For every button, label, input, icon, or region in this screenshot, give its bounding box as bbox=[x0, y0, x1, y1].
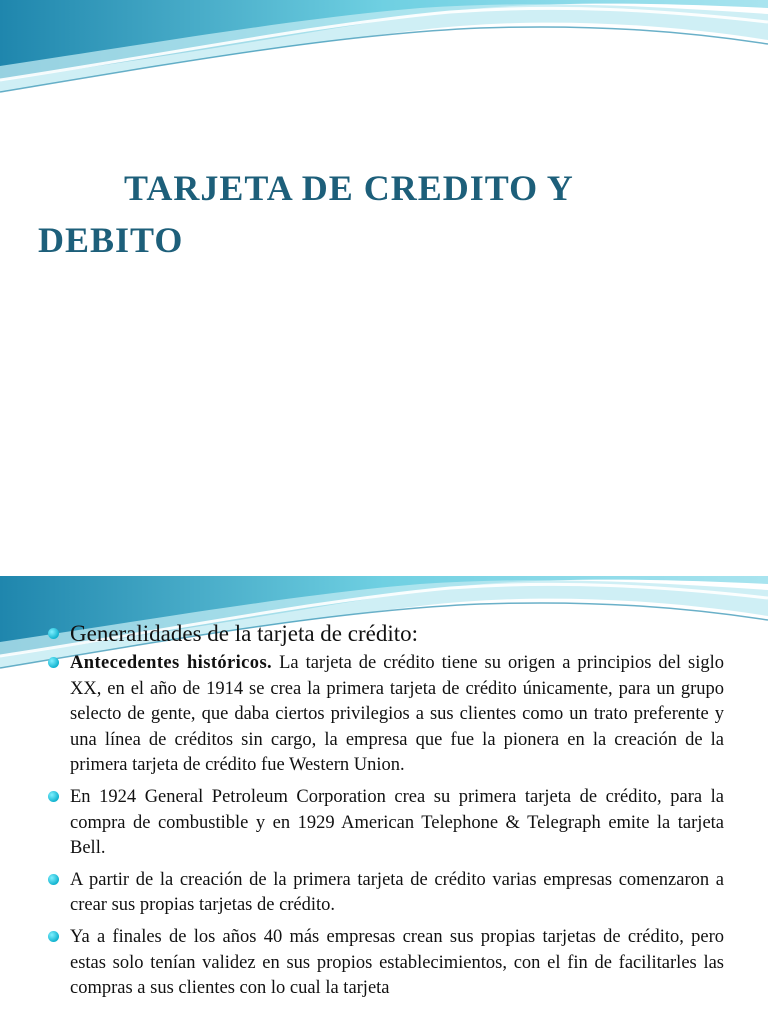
bullet-item bbox=[44, 868, 724, 919]
bullet-list bbox=[44, 620, 724, 1008]
bullet-item bbox=[44, 925, 724, 1002]
bullet-item bbox=[44, 785, 724, 862]
heading-text: Generalidades de la tarjeta de crédito: bbox=[70, 621, 419, 646]
bullet-dot-icon bbox=[48, 657, 59, 668]
bullet-dot-icon bbox=[48, 628, 59, 639]
title-line-2: DEBITO bbox=[38, 220, 184, 260]
bullet-text: En 1924 General Petroleum Corporation crea su primera tarjeta de crédito, para la compra de combustible y en 1929 American Telephone & Telegraph emite la tarjeta Bell. bbox=[70, 786, 724, 859]
bullet-dot-icon bbox=[48, 931, 59, 942]
wave-decoration bbox=[0, 0, 768, 96]
bullet-bold-lead: Antecedentes históricos. bbox=[70, 653, 273, 673]
bullet-dot-icon bbox=[48, 791, 59, 802]
title-line-1: TARJETA DE CREDITO Y bbox=[124, 168, 574, 208]
slide-2 bbox=[0, 576, 768, 1024]
bullet-dot-icon bbox=[48, 874, 59, 885]
bullet-item bbox=[44, 651, 724, 779]
slide-title bbox=[38, 162, 738, 266]
bullet-text: Ya a finales de los años 40 más empresas crean sus propias tarjetas de crédito, pero estas solo tenían validez en sus propios establecimientos, con el fin de facilitarles las compras a sus clientes con lo cual la tarjeta bbox=[70, 926, 724, 999]
bullet-text: A partir de la creación de la primera tarjeta de crédito varias empresas comenzaron a crear sus propias tarjetas de crédito. bbox=[70, 869, 724, 916]
bullet-text: La tarjeta de crédito tiene su origen a principios del siglo XX, en el año de 1914 se crea la primera tarjeta de crédito únicamente, para un grupo selecto de gente, que daba ciertos privilegios a sus clientes como un trato preferente y una línea de créditos sin cargo, la empresa que fue la pionera en la creación de la primera tarjeta de crédito fue Western Union. bbox=[70, 653, 724, 776]
bullet-heading bbox=[44, 620, 724, 648]
